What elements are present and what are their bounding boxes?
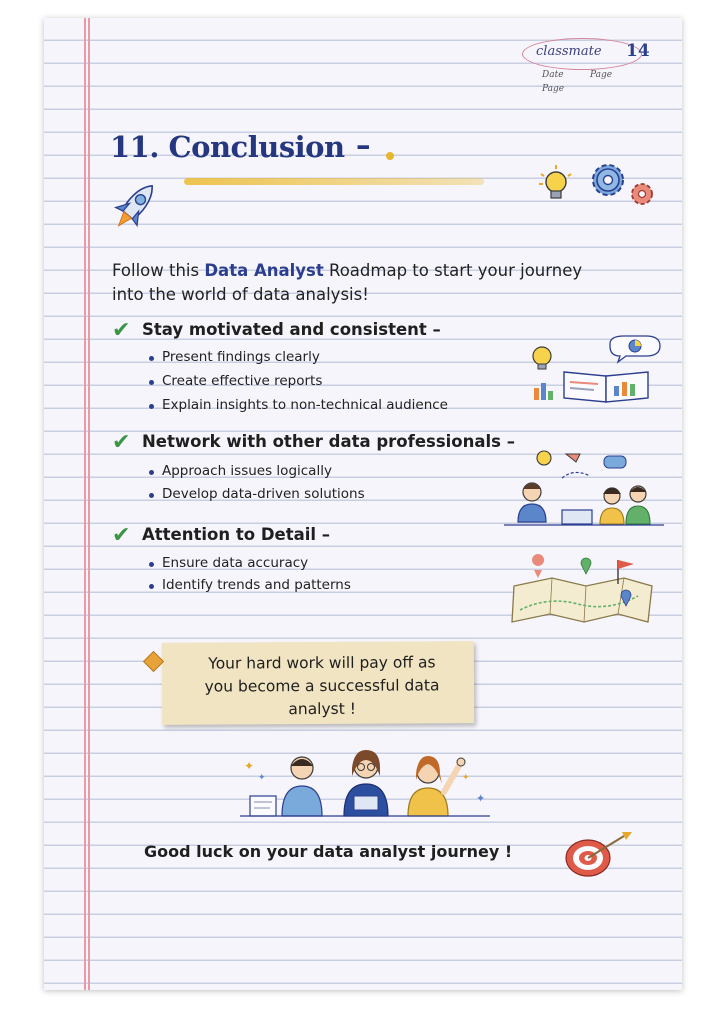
note-line: you become a successful data	[204, 676, 440, 696]
page-label: Page	[590, 70, 613, 80]
date-label: Date	[542, 70, 564, 80]
brand-header	[522, 38, 672, 96]
motivation-note-text	[182, 651, 462, 721]
list-item: Ensure data accuracy	[162, 555, 309, 571]
page-label-2: Page	[542, 84, 565, 94]
svg-text:✦: ✦	[244, 759, 255, 773]
note-line: Your hard work will pay off as	[208, 653, 436, 673]
rocket-icon	[108, 176, 164, 234]
brand-name: classmate	[536, 44, 602, 59]
page-number: 14	[626, 41, 650, 61]
students-icon	[240, 746, 502, 818]
check-icon: ✔	[112, 430, 131, 455]
page-title: 11. Conclusion	[110, 130, 345, 164]
target-icon	[562, 830, 634, 878]
title-underline	[184, 178, 484, 185]
intro-text	[112, 259, 592, 307]
map-icon	[508, 556, 658, 626]
margin-line	[88, 18, 90, 990]
intro-highlight: Data Analyst	[204, 261, 324, 280]
list-item: Approach issues logically	[162, 463, 332, 479]
list-item: Present findings clearly	[162, 349, 320, 365]
margin-line	[84, 18, 86, 990]
intro-part1: Follow this	[112, 261, 205, 280]
svg-text:✦: ✦	[476, 792, 486, 805]
svg-text:✦: ✦	[258, 773, 266, 783]
list-item: Identify trends and patterns	[162, 577, 351, 593]
list-item: Create effective reports	[162, 373, 323, 389]
title-dash: –	[356, 128, 371, 162]
intro-part2: Roadmap to start your journey into the world of data analysis!	[112, 261, 583, 304]
closing-message: Good luck on your data analyst journey !	[144, 842, 513, 861]
title-dot	[386, 152, 394, 160]
motivation-note	[162, 641, 474, 725]
lightbulb-icon	[536, 162, 576, 208]
section-heading-network: Network with other data professionals –	[142, 432, 515, 451]
notebook-page	[44, 18, 682, 990]
section-heading-motivated: Stay motivated and consistent –	[142, 320, 441, 339]
team-icon	[504, 448, 664, 528]
svg-text:✦: ✦	[462, 773, 470, 783]
gears-icon	[580, 158, 662, 210]
check-icon: ✔	[112, 318, 131, 343]
section-heading-attention: Attention to Detail –	[142, 525, 331, 544]
presentation-icon	[514, 336, 664, 406]
note-line: analyst !	[288, 699, 356, 719]
check-icon: ✔	[112, 523, 131, 548]
list-item: Explain insights to non-technical audience	[162, 397, 448, 413]
list-item: Develop data-driven solutions	[162, 486, 365, 502]
